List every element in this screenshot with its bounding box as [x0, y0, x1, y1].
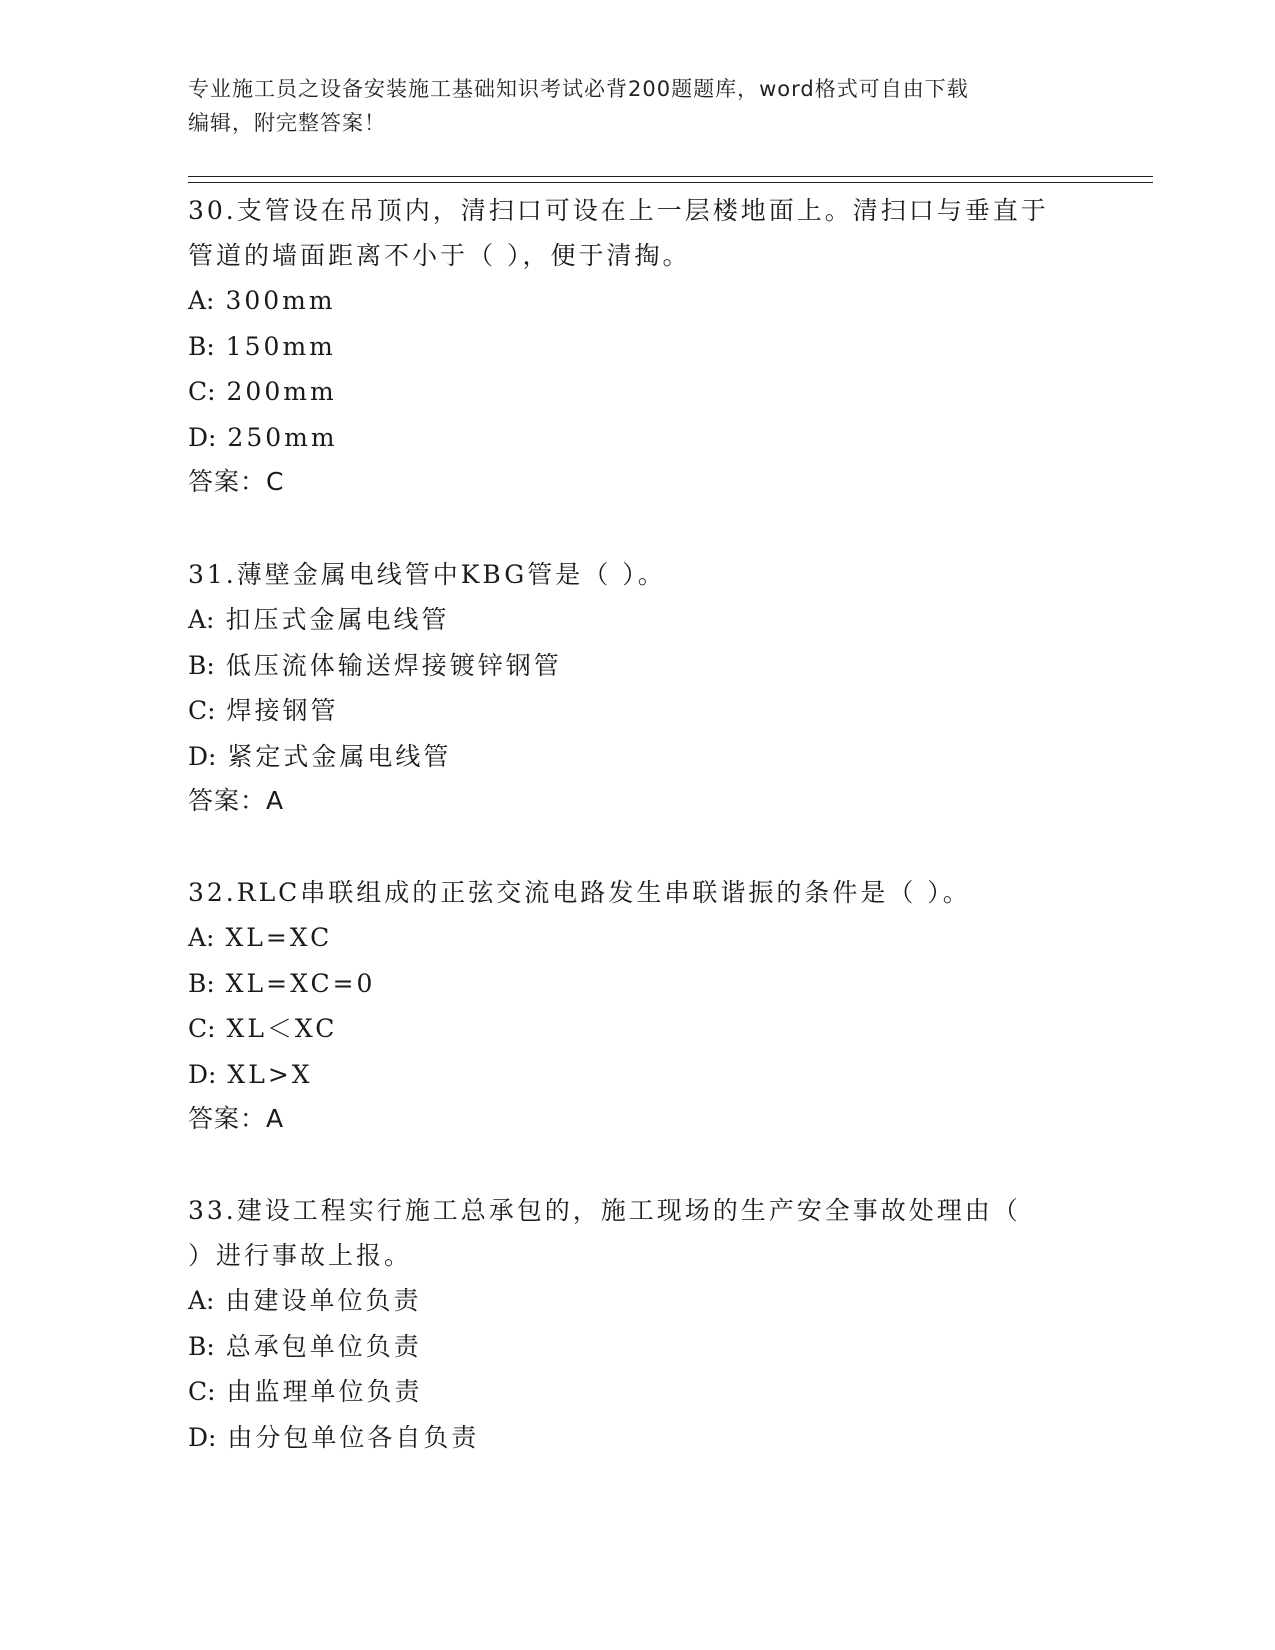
option-key: B: [188, 1331, 215, 1361]
option-a [188, 1278, 1088, 1324]
answer-line: 答案：A [188, 1104, 285, 1133]
option-text: XL＜XC [226, 1014, 338, 1043]
option-d [188, 415, 1088, 461]
option-a [188, 597, 1088, 643]
option-key: D: [188, 1422, 217, 1452]
option-text: 低压流体输送焊接镀锌钢管 [225, 650, 562, 680]
option-text: 总承包单位负责 [225, 1331, 422, 1361]
option-list [188, 278, 1088, 460]
question-line: ）进行事故上报。 [188, 1241, 413, 1270]
option-text: 由分包单位各自负责 [227, 1422, 480, 1452]
header-divider-top [188, 176, 1153, 177]
header-divider-bottom [188, 182, 1153, 183]
answer-line: 答案：C [188, 467, 285, 496]
option-text: XL=XC [225, 923, 333, 952]
option-text: 由建设单位负责 [225, 1286, 422, 1315]
option-text: XL=XC=0 [225, 968, 376, 998]
option-key: D: [188, 1059, 217, 1089]
option-list [188, 915, 1088, 1097]
option-d [188, 1415, 1088, 1461]
option-key: A: [188, 923, 215, 952]
option-text: 250mm [227, 422, 338, 452]
question-text [188, 552, 1088, 597]
option-b [188, 324, 1088, 370]
option-text: 扣压式金属电线管 [225, 605, 450, 634]
option-text: 150mm [225, 331, 336, 361]
option-key: A: [188, 1286, 215, 1315]
option-d [188, 1052, 1088, 1098]
option-a [188, 278, 1088, 324]
question-line: 管道的墙面距离不小于（ ），便于清掏。 [188, 241, 691, 270]
option-key: B: [188, 968, 215, 998]
option-key: C: [188, 1014, 216, 1043]
option-c [188, 1006, 1088, 1052]
option-key: D: [188, 741, 217, 771]
option-text: XL>X [227, 1059, 313, 1089]
option-key: C: [188, 696, 216, 725]
option-c [188, 369, 1088, 415]
question-text [188, 188, 1088, 278]
option-b [188, 643, 1088, 689]
option-d [188, 734, 1088, 780]
option-b [188, 1324, 1088, 1370]
question-text [188, 1188, 1088, 1278]
question-32 [188, 870, 1088, 1141]
option-key: D: [188, 422, 217, 452]
option-b [188, 961, 1088, 1007]
header-line-2: 编辑，附完整答案！ [188, 111, 386, 135]
question-line: 30.支管设在吊顶内，清扫口可设在上一层楼地面上。清扫口与垂直于 [188, 196, 1049, 225]
answer-line: 答案：A [188, 786, 285, 815]
option-text: 由监理单位负责 [226, 1377, 423, 1406]
option-key: A: [188, 286, 215, 315]
option-key: B: [188, 650, 215, 680]
option-a [188, 915, 1088, 961]
option-key: B: [188, 331, 215, 361]
option-key: A: [188, 605, 215, 634]
question-text [188, 870, 1088, 915]
option-text: 300mm [225, 286, 336, 315]
option-list [188, 597, 1088, 779]
option-key: C: [188, 377, 216, 406]
document-header [188, 72, 1088, 140]
question-31 [188, 552, 1088, 823]
header-line-1: 专业施工员之设备安装施工基础知识考试必背200题题库，word格式可自由下载 [188, 77, 969, 101]
option-text: 紧定式金属电线管 [227, 741, 452, 771]
question-line: 33.建设工程实行施工总承包的，施工现场的生产安全事故处理由（ [188, 1196, 1021, 1225]
question-line: 31.薄壁金属电线管中KBG管是（ ）。 [188, 560, 666, 589]
option-text: 焊接钢管 [226, 696, 339, 725]
option-c [188, 1369, 1088, 1415]
option-text: 200mm [226, 377, 337, 406]
option-c [188, 688, 1088, 734]
question-30 [188, 188, 1088, 504]
question-33 [188, 1188, 1088, 1460]
question-line: 32.RLC串联组成的正弦交流电路发生串联谐振的条件是（ ）。 [188, 878, 971, 907]
option-key: C: [188, 1377, 216, 1406]
option-list [188, 1278, 1088, 1460]
